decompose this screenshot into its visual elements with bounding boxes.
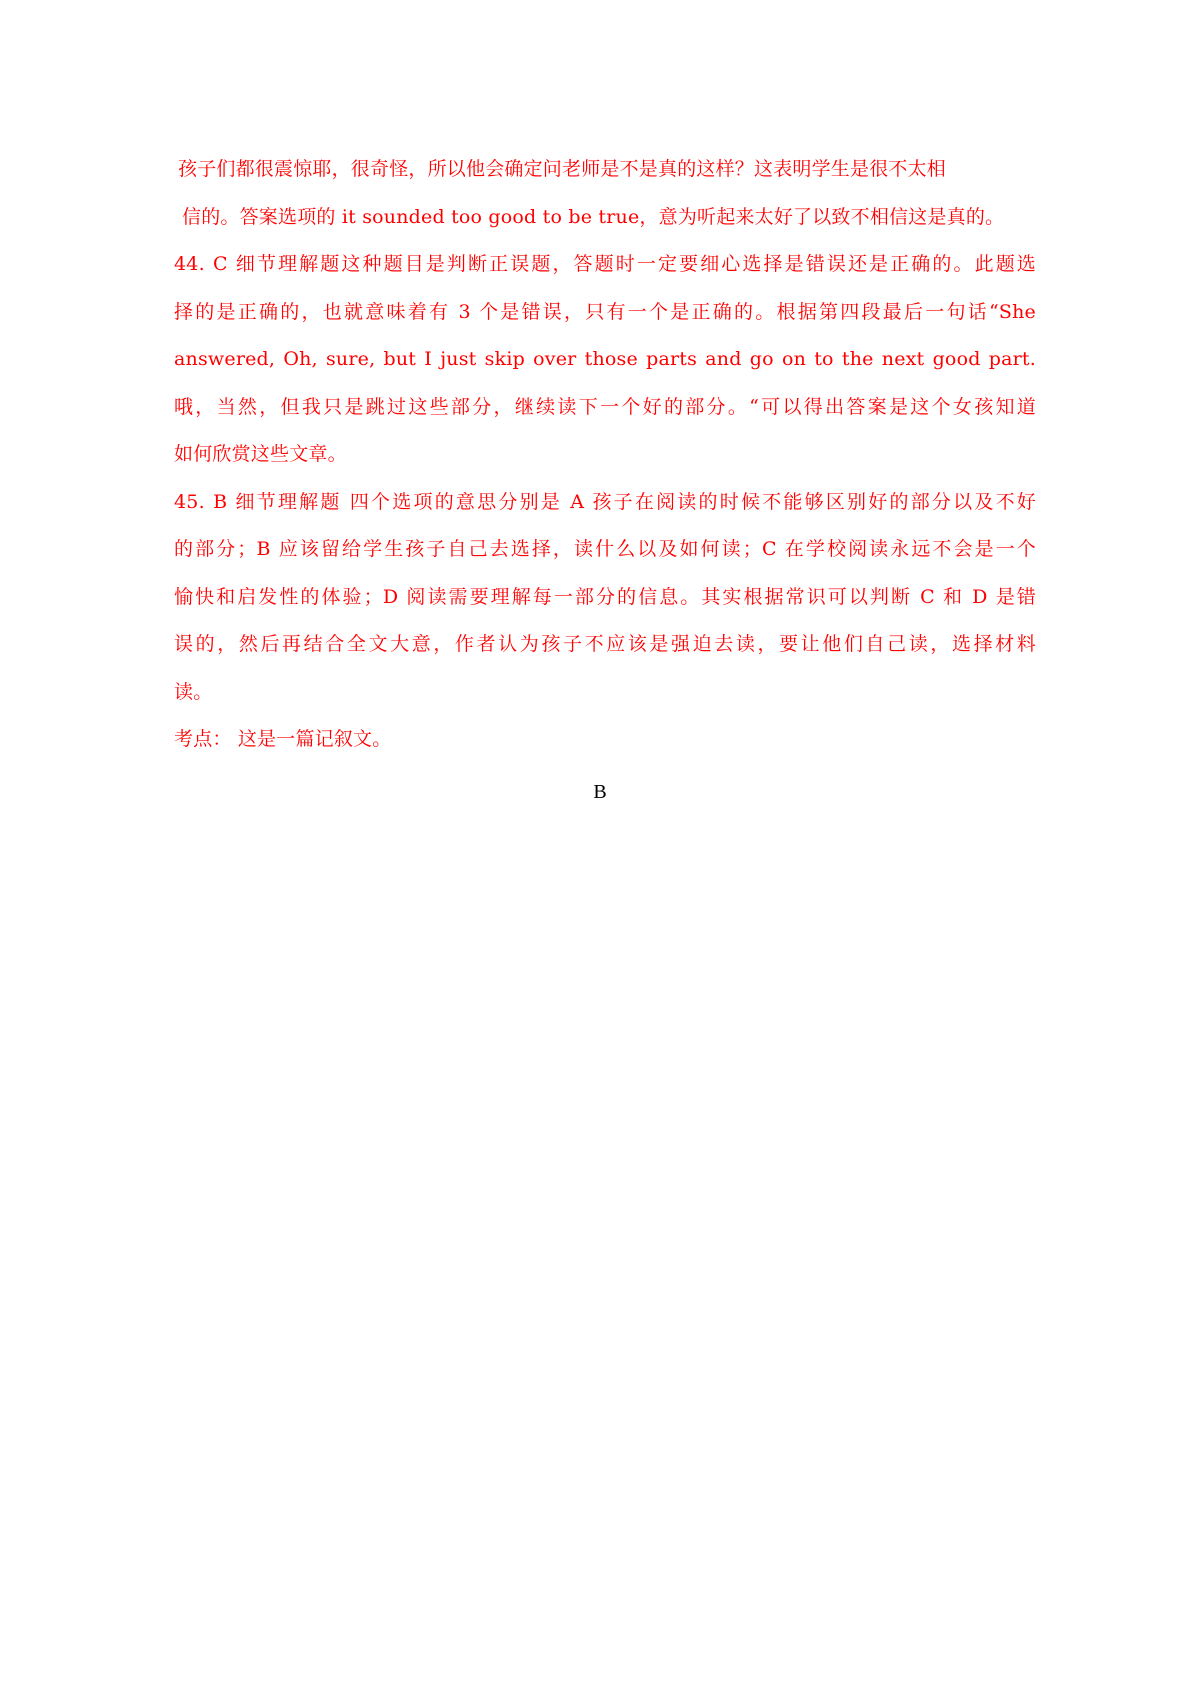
text-line-11: 误的，然后再结合全文大意，作者认为孩子不应该是强迫去读，要让他们自己读，选择材料: [174, 633, 1036, 655]
text-line-9: 的部分；B 应该留给学生孩子自己去选择，读什么以及如何读；C 在学校阅读永远不会是一个: [174, 538, 1036, 560]
text-line-12: 读。: [174, 680, 213, 703]
text-line-4: 择的是正确的，也就意味着有 3 个是错误，只有一个是正确的。根据第四段最后一句话“She: [174, 300, 1036, 323]
text-line-5: answered, Oh, sure, but I just skip over those parts and go on to the next good part.: [174, 348, 1036, 370]
text-line-13-kaodian: 考点： 这是一篇记叙文。: [174, 728, 392, 750]
text-line-6: 哦，当然，但我只是跳过这些部分，继续读下一个好的部分。“可以得出答案是这个女孩知道: [174, 395, 1036, 418]
answer-explanation: [174, 146, 1036, 764]
text-line-8-q45: 45. B 细节理解题 四个选项的意思分别是 A 孩子在阅读的时候不能够区别好的部分以及不好: [174, 490, 1036, 513]
text-line-2: 信的。答案选项的 it sounded too good to be true，意为听起来太好了以致不相信这是真的。: [182, 205, 1005, 228]
text-line-10: 愉快和启发性的体验；D 阅读需要理解每一部分的信息。其实根据常识可以判断 C 和 D 是错: [174, 585, 1036, 608]
text-line-3-q44: 44. C 细节理解题这种题目是判断正误题，答题时一定要细心选择是错误还是正确的。此题选: [174, 253, 1036, 275]
text-line-1: 孩子们都很震惊耶，很奇怪，所以他会确定问老师是不是真的这样？这表明学生是很不太相: [178, 158, 947, 180]
text-line-7: 如何欣赏这些文章。: [174, 443, 347, 465]
section-label: B: [593, 781, 607, 803]
